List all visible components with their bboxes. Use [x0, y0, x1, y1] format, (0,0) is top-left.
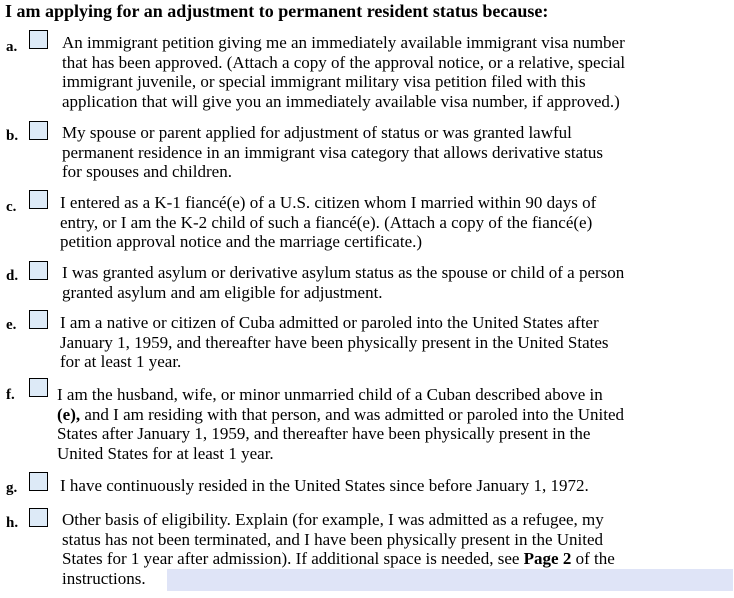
- option-a-text: [62, 33, 625, 111]
- option-text-line: United States for at least 1 year.: [57, 443, 274, 463]
- option-text-pre: States for 1 year after admission). If additional space is needed, see: [62, 549, 524, 569]
- option-text-line: I have continuously resided in the United States since before January 1, 1972.: [60, 476, 589, 495]
- option-e-text: [60, 313, 609, 372]
- option-a: [0, 30, 734, 111]
- option-f-text: [57, 385, 624, 463]
- option-text-line: Other basis of eligibility. Explain (for example, I was admitted as a refugee, my: [62, 510, 604, 529]
- option-text-rest: and I am residing with that person, and was admitted or paroled into the United: [80, 404, 624, 424]
- option-text-line: I entered as a K-1 fiancé(e) of a U.S. citizen whom I married within 90 days of: [60, 193, 597, 212]
- option-text-line: granted asylum and am eligible for adjustment.: [62, 282, 383, 302]
- option-text-line: instructions.: [62, 568, 146, 588]
- option-letter: d.: [6, 268, 19, 284]
- option-text-line: that has been approved. (Attach a copy of the approval notice, or a relative, special: [62, 52, 626, 72]
- option-d-text: [62, 263, 624, 302]
- option-text-line: application that will give you an immediately available visa number, if approved.): [62, 91, 620, 111]
- option-a-checkbox[interactable]: [29, 30, 48, 49]
- option-text-line: petition approval notice and the marriage certificate.): [60, 232, 423, 252]
- option-text-line: for spouses and children.: [62, 162, 232, 182]
- option-text-line: States after January 1, 1959, and thereafter have been physically present in the: [57, 424, 591, 444]
- option-letter: c.: [6, 199, 17, 215]
- option-f: [0, 378, 734, 463]
- option-text-line: An immigrant petition giving me an immediately available immigrant visa number: [62, 33, 625, 52]
- option-c: [0, 190, 734, 252]
- option-text-line: I was granted asylum or derivative asylum status as the spouse or child of a person: [62, 263, 625, 282]
- option-text-line: entry, or I am the K-2 child of such a fiancé(e). (Attach a copy of the fiancé(e): [60, 212, 593, 232]
- option-letter: f.: [6, 387, 15, 403]
- option-e-checkbox[interactable]: [29, 310, 48, 329]
- option-text-line: status has not been terminated, and I have been physically present in the United: [62, 529, 604, 549]
- option-g-checkbox[interactable]: [29, 472, 48, 491]
- option-letter: h.: [6, 515, 19, 531]
- option-text-line: January 1, 1959, and thereafter have been physically present in the United States: [60, 332, 609, 352]
- option-f-checkbox[interactable]: [29, 378, 48, 397]
- option-text-bold: (e),: [57, 404, 81, 424]
- option-b: [0, 121, 734, 182]
- option-g: [0, 472, 734, 496]
- option-text-line: [57, 405, 624, 425]
- option-text-line: I am the husband, wife, or minor unmarried child of a Cuban described above in: [57, 385, 603, 404]
- option-h-checkbox[interactable]: [29, 508, 48, 527]
- option-text-line: My spouse or parent applied for adjustment of status or was granted lawful: [62, 123, 572, 142]
- option-letter: g.: [6, 480, 18, 496]
- option-text-bold: Page 2: [523, 549, 572, 569]
- option-b-checkbox[interactable]: [29, 121, 48, 140]
- option-text-line: I am a native or citizen of Cuba admitted or paroled into the United States after: [60, 313, 599, 332]
- option-text-line: [62, 549, 615, 569]
- option-g-text: [60, 476, 589, 496]
- option-letter: b.: [6, 128, 19, 144]
- option-text-line: immigrant juvenile, or special immigrant military visa petition filed with this: [62, 72, 586, 92]
- explain-other-basis-field[interactable]: [167, 569, 733, 591]
- option-text-line: for at least 1 year.: [60, 352, 182, 372]
- option-d-checkbox[interactable]: [29, 261, 48, 280]
- option-text-line: permanent residence in an immigrant visa category that allows derivative status: [62, 142, 603, 162]
- option-c-checkbox[interactable]: [29, 190, 48, 209]
- option-text-post: of the: [571, 549, 615, 569]
- option-b-text: [62, 123, 603, 182]
- option-letter: e.: [6, 317, 17, 333]
- option-letter: a.: [6, 39, 18, 55]
- option-h: [0, 508, 734, 588]
- option-d: [0, 261, 734, 302]
- option-e: [0, 310, 734, 372]
- option-c-text: [60, 193, 596, 252]
- section-heading: I am applying for an adjustment to permanent resident status because:: [5, 1, 549, 21]
